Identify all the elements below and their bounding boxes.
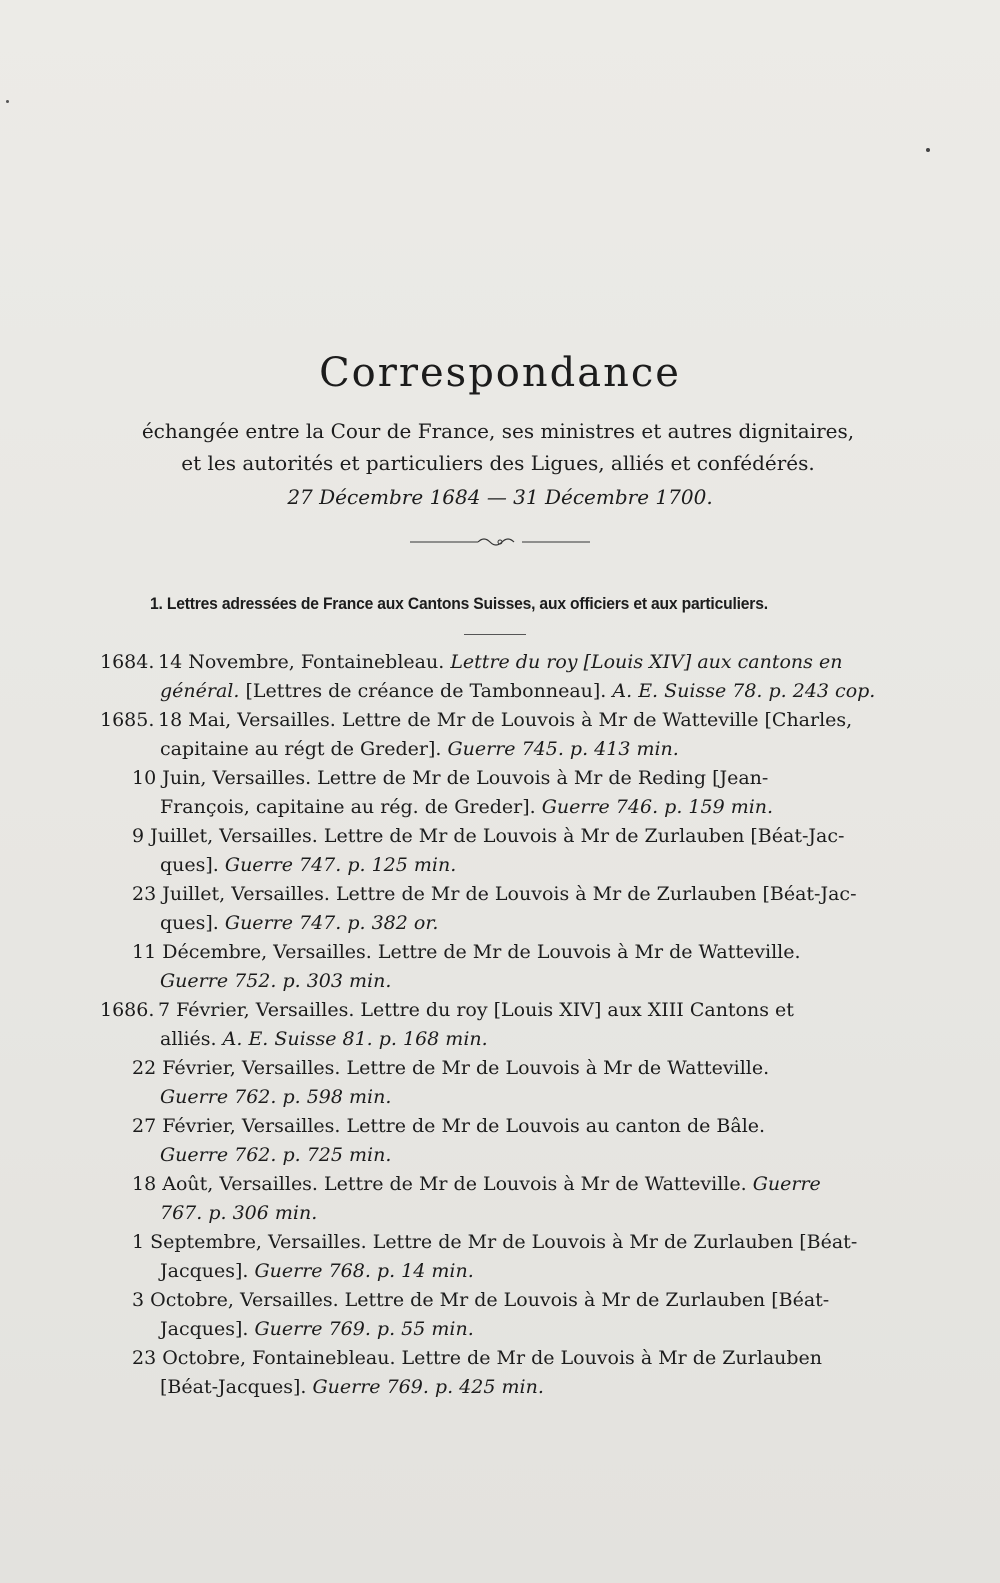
list-item: [100, 1344, 900, 1402]
entry-text: 3 Octobre, Versailles. Lettre de Mr de Louvois à Mr de Zurlauben [Béat-: [132, 1289, 830, 1311]
entry-text: Jacques].: [160, 1318, 255, 1340]
entry-line-1: [100, 880, 900, 909]
entry-line-2: [100, 1257, 900, 1286]
entry-text: 23 Juillet, Versailles. Lettre de Mr de Louvois à Mr de Zurlauben [Béat-Jac-: [132, 883, 857, 905]
entry-source: Guerre 762. p. 725 min.: [160, 1144, 392, 1166]
entry-line-2: [100, 1373, 900, 1402]
list-item: [100, 1112, 900, 1170]
entry-line-2: [100, 1083, 900, 1112]
list-item: [100, 1228, 900, 1286]
entry-text: alliés.: [160, 1028, 223, 1050]
entry-text: 14 Novembre, Fontainebleau.: [158, 651, 451, 673]
ornament-divider-icon: [410, 535, 590, 549]
entry-source: Guerre 769. p. 55 min.: [254, 1318, 474, 1340]
section-heading: 1. Lettres adressées de France aux Cantons Suisses, aux officiers et aux particuliers.: [150, 594, 768, 613]
entry-line-2: [100, 1025, 900, 1054]
entry-text: 23 Octobre, Fontainebleau. Lettre de Mr de Louvois à Mr de Zurlauben: [132, 1347, 823, 1369]
entry-text: Jacques].: [160, 1260, 255, 1282]
entry-text: François, capitaine au rég. de Greder].: [160, 796, 542, 818]
entry-text: [Béat-Jacques].: [160, 1376, 313, 1398]
entry-line-1: [100, 822, 900, 851]
section-rule: [464, 634, 526, 635]
entry-line-1: [100, 1054, 900, 1083]
entry-source: Guerre 768. p. 14 min.: [254, 1260, 474, 1282]
entry-year: 1685.: [100, 709, 155, 731]
entry-line-2: [100, 1141, 900, 1170]
entry-line-2: [100, 967, 900, 996]
entry-line-2: [100, 1199, 900, 1228]
entry-text: 11 Décembre, Versailles. Lettre de Mr de Louvois à Mr de Watteville.: [132, 941, 801, 963]
entry-line-2: [100, 735, 900, 764]
entry-source: A. E. Suisse 78. p. 243 cop.: [612, 680, 876, 702]
entry-line-1: [100, 1112, 900, 1141]
entry-line-1: [100, 1170, 900, 1199]
entry-line-2: [100, 909, 900, 938]
entry-source: Guerre: [752, 1173, 821, 1195]
entry-line-2: [100, 677, 900, 706]
entry-source: Guerre 762. p. 598 min.: [160, 1086, 392, 1108]
list-item: [100, 1054, 900, 1112]
entry-line-1: [100, 764, 900, 793]
list-item: [100, 822, 900, 880]
entry-text: 27 Février, Versailles. Lettre de Mr de Louvois au canton de Bâle.: [132, 1115, 766, 1137]
entry-line-1: [100, 1286, 900, 1315]
entry-source: 767. p. 306 min.: [160, 1202, 318, 1224]
entry-source: Guerre 747. p. 382 or.: [224, 912, 439, 934]
list-item: [100, 648, 900, 706]
entry-source: Guerre 769. p. 425 min.: [312, 1376, 544, 1398]
list-item: [100, 1286, 900, 1344]
entry-source: Guerre 747. p. 125 min.: [224, 854, 457, 876]
entry-source: Lettre du roy [Louis XIV] aux cantons en: [450, 651, 843, 673]
entry-line-1: [100, 1344, 900, 1373]
entry-source: général.: [160, 680, 240, 702]
entry-text: 18 Mai, Versailles. Lettre de Mr de Louvois à Mr de Watteville [Charles,: [158, 709, 853, 731]
date-range: 27 Décembre 1684 — 31 Décembre 1700.: [287, 485, 713, 509]
entry-line-1: [100, 1228, 900, 1257]
entry-line-1: [100, 996, 900, 1025]
entry-text: 9 Juillet, Versailles. Lettre de Mr de Louvois à Mr de Zurlauben [Béat-Jac-: [132, 825, 845, 847]
entry-line-2: [100, 1315, 900, 1344]
list-item: [100, 1170, 900, 1228]
list-item: [100, 938, 900, 996]
entry-text: 18 Août, Versailles. Lettre de Mr de Louvois à Mr de Watteville.: [132, 1173, 753, 1195]
entry-line-1: [100, 938, 900, 967]
entry-source: A. E. Suisse 81. p. 168 min.: [222, 1028, 488, 1050]
entry-text: capitaine au régt de Greder].: [160, 738, 448, 760]
list-item: [100, 706, 900, 764]
entry-text: ques].: [160, 912, 225, 934]
subtitle-line-2: et les autorités et particuliers des Ligues, alliés et confédérés.: [181, 451, 815, 475]
entry-text: 10 Juin, Versailles. Lettre de Mr de Louvois à Mr de Reding [Jean-: [132, 767, 769, 789]
list-item: [100, 764, 900, 822]
entry-source: Guerre 746. p. 159 min.: [541, 796, 774, 818]
list-item: [100, 880, 900, 938]
entry-year: 1684.: [100, 651, 155, 673]
entries-list: [100, 648, 900, 1402]
entry-text: 22 Février, Versailles. Lettre de Mr de Louvois à Mr de Watteville.: [132, 1057, 770, 1079]
entry-source: Guerre 752. p. 303 min.: [160, 970, 392, 992]
entry-year: 1686.: [100, 999, 155, 1021]
subtitle-line-1: échangée entre la Cour de France, ses ministres et autres dignitaires,: [141, 419, 855, 443]
document-title: Correspondance: [319, 350, 681, 396]
entry-text: 7 Février, Versailles. Lettre du roy [Louis XIV] aux XIII Cantons et: [158, 999, 794, 1021]
entry-line-2: [100, 851, 900, 880]
entry-line-1: [100, 648, 900, 677]
entry-text: [Lettres de créance de Tambonneau].: [239, 680, 613, 702]
entry-text: ques].: [160, 854, 225, 876]
entry-line-2: [100, 793, 900, 822]
entry-source: Guerre 745. p. 413 min.: [447, 738, 679, 760]
entry-text: 1 Septembre, Versailles. Lettre de Mr de Louvois à Mr de Zurlauben [Béat-: [132, 1231, 858, 1253]
list-item: [100, 996, 900, 1054]
entry-line-1: [100, 706, 900, 735]
